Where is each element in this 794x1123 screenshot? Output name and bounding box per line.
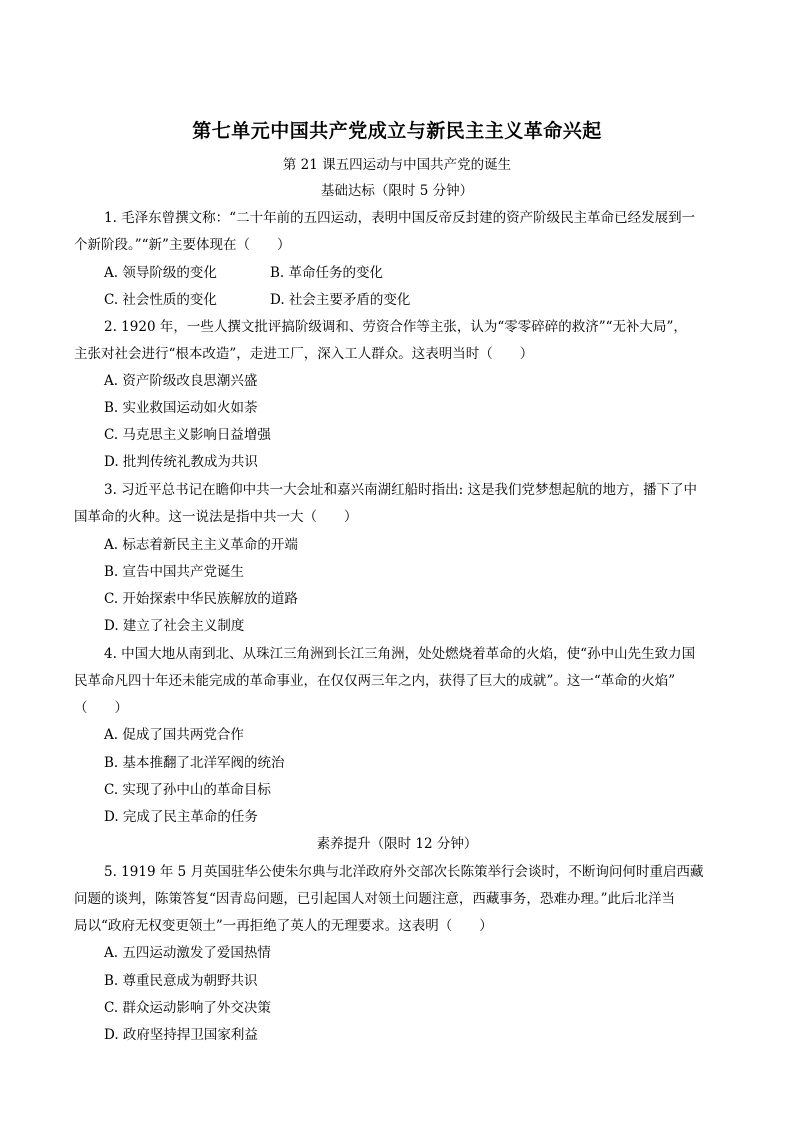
- question-4-option-d: D. 完成了民主革命的任务: [104, 809, 258, 825]
- question-1-option-d: D. 社会主要矛盾的变化: [270, 292, 411, 308]
- question-2-option-d: D. 批判传统礼教成为共识: [104, 454, 258, 470]
- question-4-option-b: B. 基本推翻了北洋军阀的统治: [104, 755, 285, 771]
- question-2-option-c: C. 马克思主义影响日益增强: [104, 427, 271, 443]
- question-3-option-a: A. 标志着新民主主义革命的开端: [104, 537, 298, 553]
- question-5-option-b: B. 尊重民意成为朝野共识: [104, 973, 258, 989]
- unit-title: 第七单元中国共产党成立与新民主主义革命兴起: [192, 120, 602, 142]
- question-2-stem-line-1: 2. 1920 年，一些人撰文批评搞阶级调和、劳资合作等主张，认为“零零碎碎的救济”“无补大局”，: [104, 319, 687, 335]
- question-1-stem-line-2: 个新阶段。”“新”主要体现在（ ）: [74, 237, 291, 253]
- question-1-option-b: B. 革命任务的变化: [270, 265, 384, 281]
- section-heading-advanced: 素养提升（限时 12 分钟）: [316, 836, 478, 852]
- question-4-stem-line-3: （ ）: [74, 700, 128, 716]
- question-1-stem-line-1: 1. 毛泽东曾撰文称：“二十年前的五四运动，表明中国反帝反封建的资产阶级民主革命已经发展到一: [104, 210, 696, 226]
- question-5-option-a: A. 五四运动激发了爱国热情: [104, 945, 271, 961]
- question-2-stem-line-2: 主张对社会进行“根本改造”，走进工厂，深入工人群众。这表明当时（ ）: [74, 346, 534, 362]
- question-4-stem-line-2: 民革命凡四十年还未能完成的革命事业，在仅仅两三年之内，获得了巨大的成就”。这一“革命的火焰”: [74, 673, 676, 689]
- question-5-option-c: C. 群众运动影响了外交决策: [104, 1000, 271, 1016]
- question-3-option-d: D. 建立了社会主义制度: [104, 618, 245, 634]
- question-5-stem-line-3: 局以“政府无权变更领土”一再拒绝了英人的无理要求。这表明（ ）: [74, 918, 493, 934]
- question-4-option-c: C. 实现了孙中山的革命目标: [104, 782, 271, 798]
- lesson-title: 第 21 课五四运动与中国共产党的诞生: [282, 157, 512, 173]
- question-5-option-d: D. 政府坚持捍卫国家利益: [104, 1027, 258, 1043]
- section-heading-basic: 基础达标（限时 5 分钟）: [320, 183, 474, 199]
- question-5-stem-line-2: 问题的谈判，陈策答复“因青岛问题，已引起国人对领土问题注意，西藏事务，恐难办理。”此后北洋当: [74, 891, 676, 907]
- question-3-option-c: C. 开始探索中华民族解放的道路: [104, 591, 298, 607]
- question-4-option-a: A. 促成了国共两党合作: [104, 727, 244, 743]
- question-3-stem-line-2: 国革命的火种。这一说法是指中共一大（ ）: [74, 509, 358, 525]
- question-1-option-a: A. 领导阶级的变化: [104, 265, 217, 281]
- question-2-option-a: A. 资产阶级改良思潮兴盛: [104, 373, 258, 389]
- question-3-option-b: B. 宣告中国共产党诞生: [104, 564, 245, 580]
- question-5-stem-line-1: 5. 1919 年 5 月英国驻华公使朱尔典与北洋政府外交部次长陈策举行会谈时，不断询问何时重启西藏: [104, 864, 704, 880]
- question-1-option-c: C. 社会性质的变化: [104, 292, 217, 308]
- question-4-stem-line-1: 4. 中国大地从南到北、从珠江三角洲到长江三角洲，处处燃烧着革命的火焰，使“孙中山先生致力国: [104, 646, 696, 662]
- question-3-stem-line-1: 3. 习近平总书记在瞻仰中共一大会址和嘉兴南湖红船时指出: 这是我们党梦想起航的地方，播下了中: [104, 482, 698, 498]
- question-2-option-b: B. 实业救国运动如火如荼: [104, 400, 258, 416]
